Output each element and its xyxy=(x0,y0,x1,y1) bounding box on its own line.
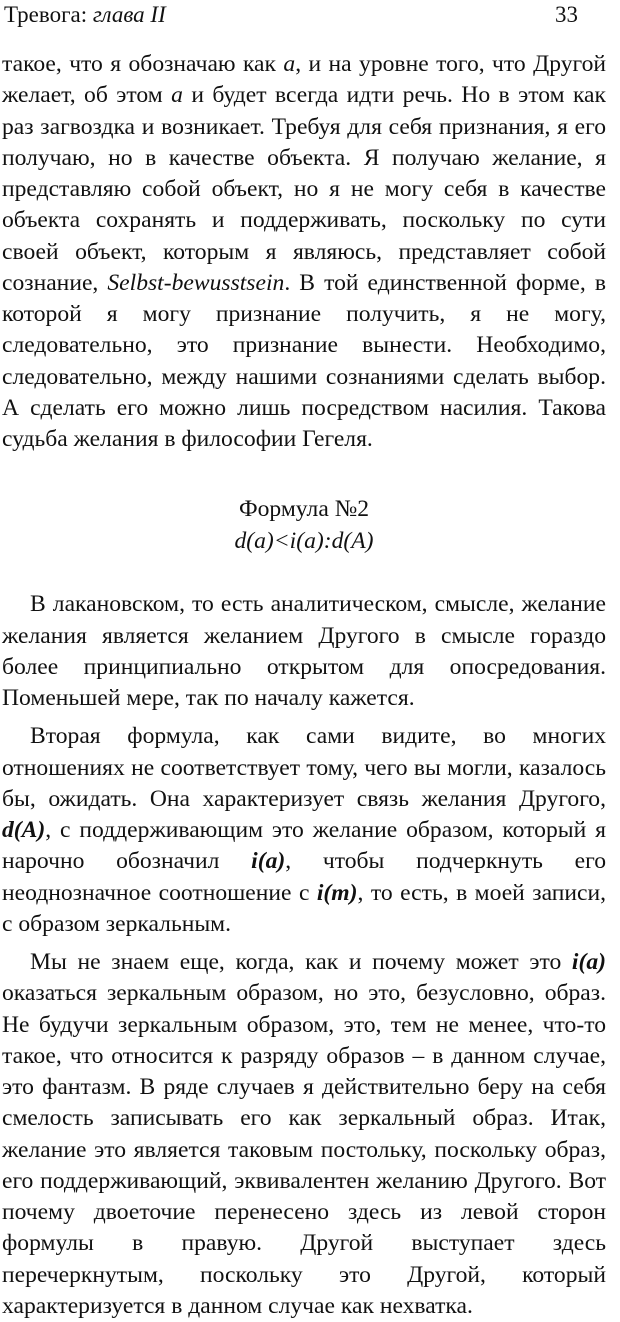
symbol-a: а xyxy=(283,51,296,77)
formula-term: i(a) xyxy=(571,949,606,975)
text-run: , то есть, в моей записи, с образом зеркальным. xyxy=(2,879,606,937)
body-text xyxy=(2,49,606,1322)
formula-term: d(A) xyxy=(2,817,46,843)
running-title-prefix: Тревога: xyxy=(4,2,93,27)
text-run: такое, что я обозначаю как xyxy=(2,51,284,77)
text-run: оказаться зеркальным образом, но это, безусловно, образ. Не будучи зеркальным образом, это, тем не менее, что-то такое, что относится к разряду образов – в данном случае, это фантазм. В ряде случаев я действительно беру на себя смелость записывать его как зеркальный образ. Итак, желание это является таковым постольку, поскольку образ, его поддерживающий, эквивалентен желанию Другого. Вот почему двоеточие перенесено здесь из левой сторон формулы в правую. Другой выступает здесь перечеркнутым, поскольку это Другой, который характеризуется в данном случае как нехватка. xyxy=(2,980,606,1319)
text-run: , и на уровне того, что Другой желает, об этом xyxy=(2,51,607,109)
text-run: Вторая формула, как сами видите, во многих отношениях не соответствует тому, чего вы могли, казалось бы, ожидать. Она характеризует связь желания Другого, xyxy=(2,723,606,812)
text-run: . В той единственной форме, в которой я могу признание получить, я не могу, следовательно, это признание вынести. Необходимо, следовательно, между нашими сознаниями сделать выбор. А сделать его можно лишь посредством насилия. Такова судьба желания в философии Гегеля. xyxy=(2,269,606,452)
page-number: 33 xyxy=(555,2,578,27)
formula-block xyxy=(2,493,606,557)
running-title xyxy=(4,0,166,30)
text-run: , с поддерживающим это желание образом, который я нарочно обозначил xyxy=(2,817,606,875)
text-run: Мы не знаем еще, когда, как и почему может это xyxy=(30,949,572,975)
paragraph-intro xyxy=(2,49,606,455)
formula-heading: Формула №2 xyxy=(238,496,370,523)
running-title-chapter: глава II xyxy=(92,2,166,27)
formula-term: i(m) xyxy=(316,879,358,906)
formula-term: i(a) xyxy=(251,848,286,875)
paragraph-1: В лакановском, то есть аналитическом, смысле, желание желания является желанием Другого в смысле гораздо более принципиально открытом для опосредования. Поменьшей мере, так по началу кажется. xyxy=(2,591,606,711)
term-selbstbewusstsein: Selbst-bewusstsein xyxy=(107,269,285,296)
formula-expression: d(a)<i(a):d(A) xyxy=(234,528,374,555)
paragraph-2 xyxy=(2,721,606,940)
text-run: и будет всегда идти речь. Но в этом как раз загвоздка и возникает. Требуя для себя признания, я его получаю, но в качестве объекта. Я получаю желание, я представляю собой объект, но я не могу себя в качестве объекта сохранять и поддерживать, поскольку по сути своей объект, которым я являюсь, представляет собой сознание, xyxy=(2,82,606,296)
text-run: , чтобы подчеркнуть его неоднозначное соотношение с xyxy=(2,848,607,906)
symbol-a: а xyxy=(171,82,183,109)
paragraph-3 xyxy=(2,947,606,1322)
running-header xyxy=(2,0,606,30)
